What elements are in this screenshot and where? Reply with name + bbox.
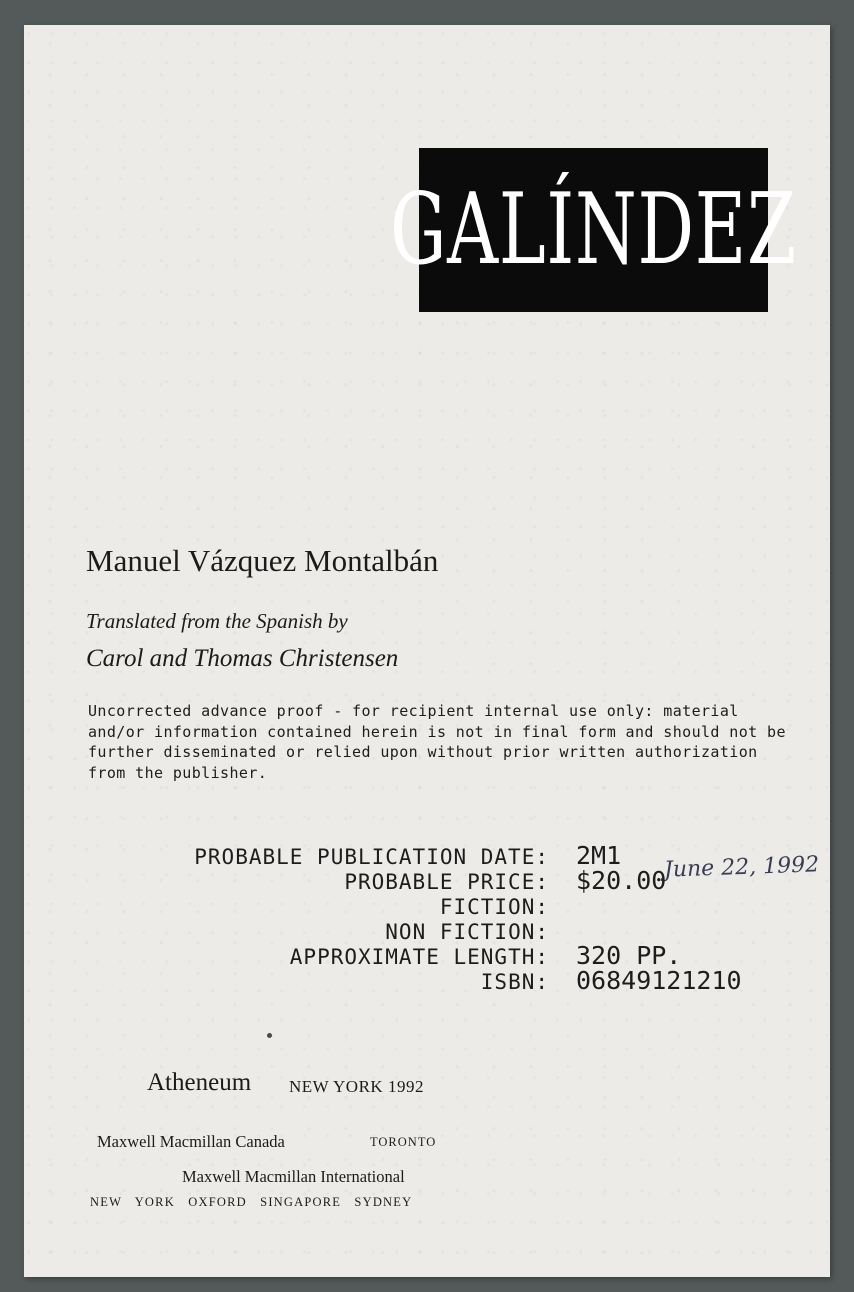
isbn-label: ISBN: [480,970,549,994]
translators-name: Carol and Thomas Christensen [86,645,399,672]
fiction-row [124,895,804,920]
length-value: 320 PP. [576,941,682,970]
publisher-name: Atheneum [147,1069,252,1096]
imprint-international: Maxwell Macmillan International [182,1167,405,1186]
author-name: Manuel Vázquez Montalbán [86,543,439,578]
imprint-cities: NEW YORK OXFORD SINGAPORE SYDNEY [90,1195,413,1209]
price-label: PROBABLE PRICE: [344,870,549,894]
translated-from-line: Translated from the Spanish by [86,609,348,633]
book-title: GALÍNDEZ [390,173,797,287]
book-cover [24,25,830,1277]
isbn-row [124,966,804,995]
publication-date-handwritten: June 22, 1992 [663,852,820,883]
publisher-city-year: NEW YORK 1992 [289,1077,424,1096]
proof-notice: Uncorrected advance proof - for recipient internal use only: material and/or information contained herein is not in final form and should not be further disseminated or relied upon without prior written authorization from the publisher. [88,702,786,782]
paper-speck [267,1033,272,1038]
publication-date-label: PROBABLE PUBLICATION DATE: [194,845,549,869]
imprint-canada: Maxwell Macmillan Canada [97,1132,285,1151]
proof-details [124,841,820,995]
title-block [390,148,797,312]
non-fiction-label: NON FICTION: [385,920,549,944]
price-row [124,866,804,895]
isbn-value: 06849121210 [576,966,742,995]
fiction-label: FICTION: [439,895,549,919]
length-label: APPROXIMATE LENGTH: [289,945,549,969]
imprint-toronto: TORONTO [370,1135,437,1149]
non-fiction-row [124,920,804,945]
publication-date-value: 2M1 [576,841,622,870]
price-value: $20.00 [576,866,667,895]
